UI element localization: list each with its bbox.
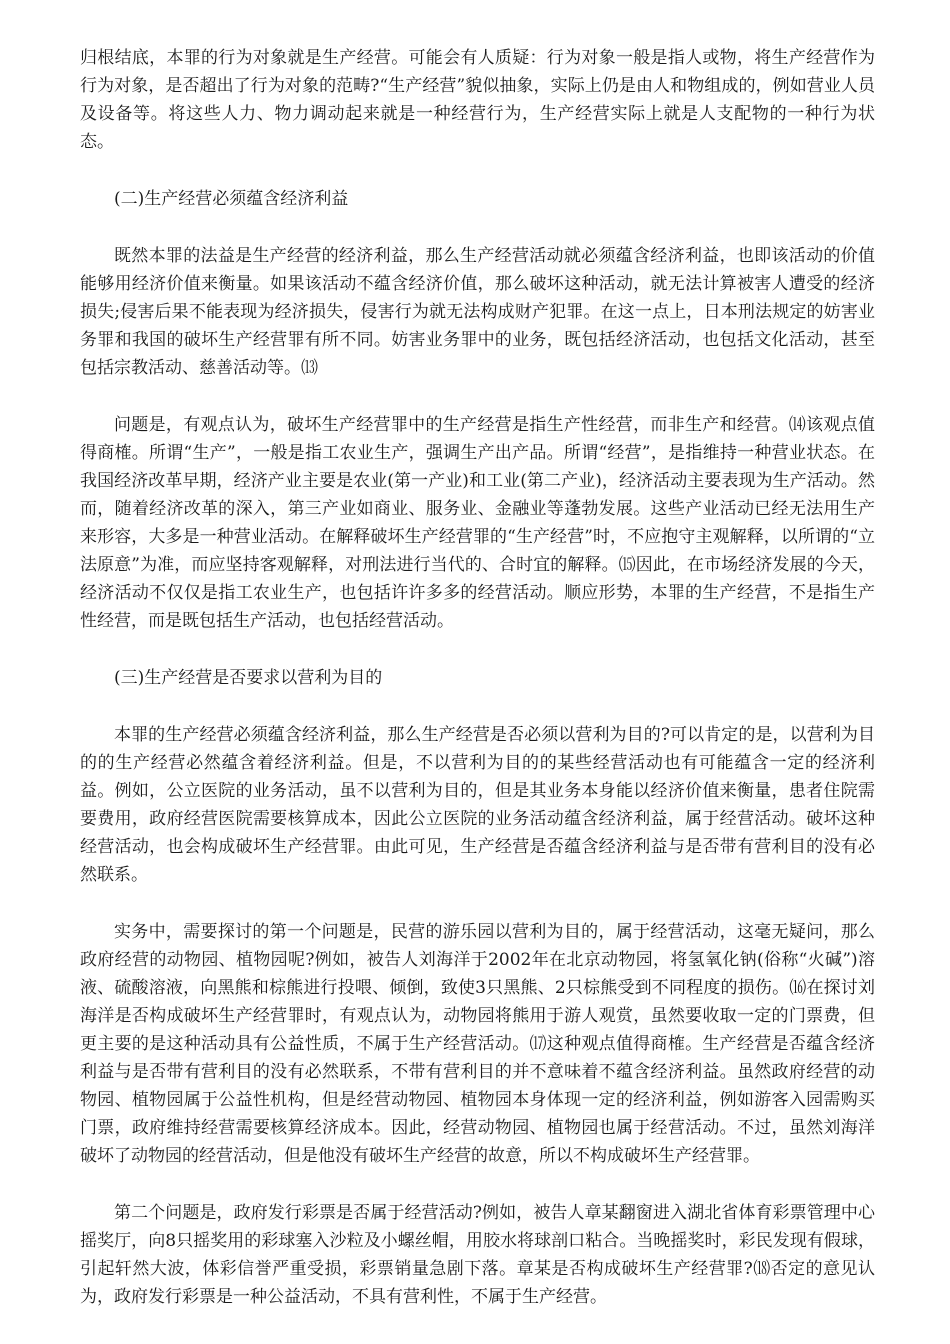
paragraph-lottery-case: 第二个问题是，政府发行彩票是否属于经营活动?例如，被告人章某翻窗进入湖北省体育彩票管理中心摇奖厅，向8只摇奖用的彩球塞入沙粒及小螺丝帽，用胶水将球剖口粘合。当晚摇奖时，彩民发现有假球，引起轩然大波，体彩信誉严重受损，彩票销量急剧下落。章某是否构成破坏生产经营罪?⒅否定的意见认为，政府发行彩票是一种公益活动，不具有营利性，不属于生产经营。 bbox=[80, 1203, 875, 1307]
paragraph-production-debate: 问题是，有观点认为，破坏生产经营罪中的生产经营是指生产性经营，而非生产和经营。⒁该观点值得商榷。所谓“生产”，一般是指工农业生产，强调生产出产品。所谓“经营”，是指维持一种营业状态。在我国经济改革早期，经济产业主要是农业(第一产业)和工业(第二产业)，经济活动主要表现为生产活动。然而，随着经济改革的深入，第三产业如商业、服务业、金融业等蓬勃发展。这些产业活动已经无法用生产来形容，大多是一种营业活动。在解释破坏生产经营罪的“生产经营”时，不应抱守主观解释，以所谓的“立法原意”为准，而应坚持客观解释，对刑法进行当代的、合时宜的解释。⒂因此，在市场经济发展的今天，经济活动不仅仅是指工农业生产，也包括许许多多的经营活动。顺应形势，本罪的生产经营，不是指生产性经营，而是既包括生产活动，也包括经营活动。 bbox=[80, 415, 875, 631]
paragraph-economic-interest: 既然本罪的法益是生产经营的经济利益，那么生产经营活动就必须蕴含经济利益，也即该活动的价值能够用经济价值来衡量。如果该活动不蕴含经济价值，那么破坏这种活动，就无法计算被害人遭受的经济损失;侵害后果不能表现为经济损失，侵害行为就无法构成财产犯罪。在这一点上，日本刑法规定的妨害业务罪和我国的破坏生产经营罪有所不同。妨害业务罪中的业务，既包括经济活动，也包括文化活动，甚至包括宗教活动、慈善活动等。⒀ bbox=[80, 246, 875, 378]
paragraph-zoo-case: 实务中，需要探讨的第一个问题是，民营的游乐园以营利为目的，属于经营活动，这毫无疑问，那么政府经营的动物园、植物园呢?例如，被告人刘海洋于2002年在北京动物园，将氢氧化钠(俗称“火碱”)溶液、硫酸溶液，向黑熊和棕熊进行投喂、倾倒，致使3只黑熊、2只棕熊受到不同程度的损伤。⒃在探讨刘海洋是否构成破坏生产经营罪时，有观点认为，动物园将熊用于游人观赏，虽然要收取一定的门票费，但更主要的是这种活动具有公益性质，不属于生产经营活动。⒄这种观点值得商榷。生产经营是否蕴含经济利益与是否带有营利目的没有必然联系，不带有营利目的并不意味着不蕴含经济利益。虽然政府经营的动物园、植物园属于公益性机构，但是经营动物园、植物园本身体现一定的经济利益，例如游客入园需购买门票，政府维持经营需要核算经济成本。因此，经营动物园、植物园也属于经营活动。不过，虽然刘海洋破坏了动物园的经营活动，但是他没有破坏生产经营的故意，所以不构成破坏生产经营罪。 bbox=[80, 922, 875, 1166]
paragraph-profit-purpose: 本罪的生产经营必须蕴含经济利益，那么生产经营是否必须以营利为目的?可以肯定的是，以营利为目的的生产经营必然蕴含着经济利益。但是，不以营利为目的的某些经营活动也有可能蕴含一定的经济利益。例如，公立医院的业务活动，虽不以营利为目的，但是其业务本身能以经济价值来衡量，患者住院需要费用，政府经营医院需要核算成本，因此公立医院的业务活动蕴含经济利益，属于经营活动。破坏这种经营活动，也会构成破坏生产经营罪。由此可见，生产经营是否蕴含经济利益与是否带有营利目的没有必然联系。 bbox=[80, 725, 875, 885]
section-heading-3: (三)生产经营是否要求以营利为目的 bbox=[114, 668, 383, 688]
paragraph-intro: 归根结底，本罪的行为对象就是生产经营。可能会有人质疑：行为对象一般是指人或物，将生产经营作为行为对象，是否超出了行为对象的范畴?“生产经营”貌似抽象，实际上仍是由人和物组成的，例如营业人员及设备等。将这些人力、物力调动起来就是一种经营行为，生产经营实际上就是人支配物的一种行为状态。 bbox=[80, 48, 875, 152]
section-heading-2: (二)生产经营必须蕴含经济利益 bbox=[114, 189, 349, 209]
document-body bbox=[80, 44, 875, 1340]
